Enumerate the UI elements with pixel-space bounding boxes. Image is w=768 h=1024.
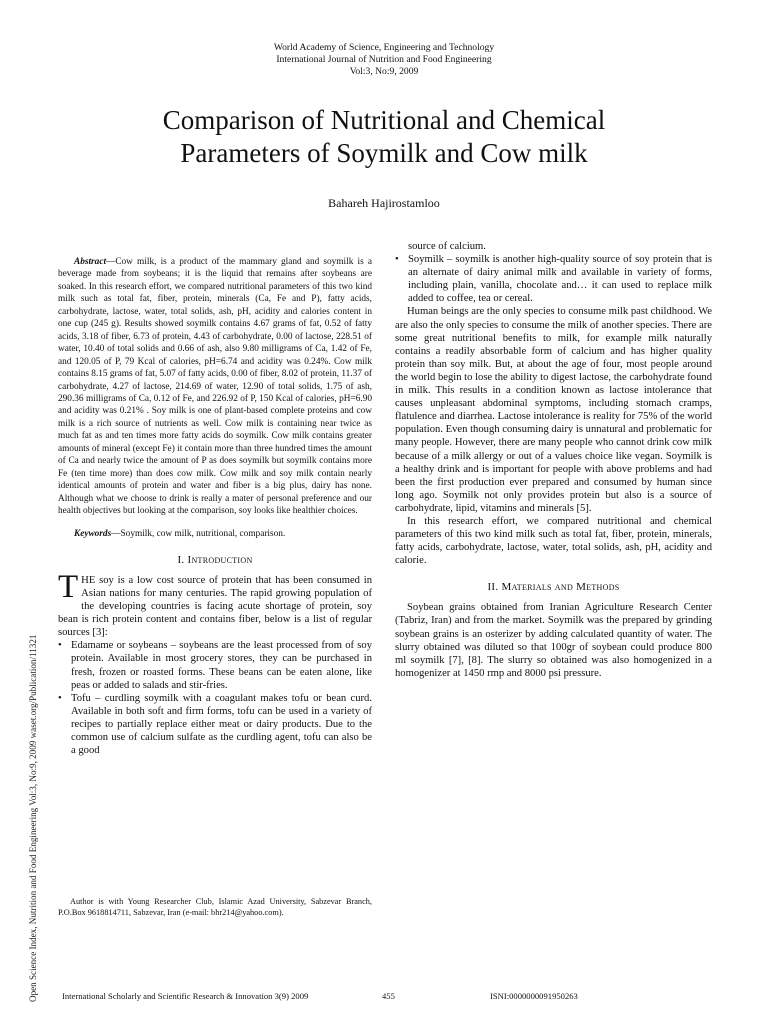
abstract bbox=[58, 256, 372, 518]
soymilk-list bbox=[395, 253, 712, 305]
journal-volume: Vol:3, No:9, 2009 bbox=[349, 66, 419, 77]
footer-publisher: International Scholarly and Scientific Research & Innovation 3(9) 2009 bbox=[62, 991, 309, 1001]
journal-header bbox=[0, 42, 768, 78]
list-item bbox=[58, 639, 372, 691]
title-line-2: Parameters of Soymilk and Cow milk bbox=[180, 138, 588, 168]
abstract-text: —Cow milk, is a product of the mammary gland and soymilk is a beverage made from soybeans; it is the liquid that remains after soybeans are soaked. In this research effort, we compared nutritional parameters of this two kind milk such as total fat, fiber, protein, minerals (Ca, Fe and P), fatty acids, carbohydrate, lactose, water, total solids, ash, pH, acidity and calories content in one cup (245 g). Results showed soymilk contains 4.67 grams of fat, 0.52 of fatty acids, 3.18 of fiber, 6.73 of protein, 4.43 of carbohydrate, 0.00 of lactose, 228.51 of water, 10.40 of total solids and 0.66 of ash, also 9.80 milligrams of Ca, 1.42 of Fe, and 120.05 of P, 79 Kcal of calories, pH=6.74 and acidity was 0.24%. Cow milk contains 8.15 grams of fat, 5.07 of fatty acids, 0.00 of fiber, 8.02 of protein, 11.37 of carbohydrate, 4.27 of lactose, 214.69 of water, 12.90 of total solids, 1.75 of ash, 290.36 milligrams of Ca, 0.12 of Fe, and 226.92 of P, 150 Kcal of calories, pH=6.90 and acidity was 0.21% . Soy milk is one of plant-based complete proteins and cow milk is a rich source of nutrients as well. Cow milk is containing near twice as much fat as and ten times more fatty acids do soymilk. Cow milk contains greater amounts of mineral (except Fe) it contain more than three hundred times the amount of Ca and nearly twice the amount of P as does soymilk but soymilk contains more Fe (ten time more) than does cow milk. Cow milk and soy milk contain nearly identical amounts of protein and water and fiber is a big plus, dairy has none. Although what we choose to drink is really a mater of personal preference and our health objectives but looking at the comparison, soy looks like healthier choices. bbox=[58, 257, 373, 517]
list-item bbox=[58, 692, 372, 757]
list-continuation: source of calcium. bbox=[408, 241, 486, 252]
intro-paragraph bbox=[58, 568, 372, 639]
paragraph-human-beings: Human beings are the only species to consume milk past childhood. We are also the only species to consume the milk of another species. There are some great nutritional benefits to milk, for example milk naturally contains a readily absorbable form of calcium and has higher quality protein than soy milk. But, at about the age of four, most people around the world begin to lose the ability to digest lactose, the carbohydrate found in milk. This results in a condition known as lactose intolerance that causes unpleasant abdominal symptoms, including stomach cramps, flatulence and diarrhea. Lactose intolerance is reality for 75% of the world population. Even though consuming dairy is unnatural and problematic for many people. However, there are many people who cannot drink cow milk because of a milk allergy or out of a values choice like vegan. Soymilk is a healthy drink and is important for people with above problems and had been the first production ever prepared and consumed by human since long ago. Soymilk not only provides protein but also is a source of carbohydrate, lipid, vitamins and minerals [5]. bbox=[395, 306, 712, 514]
list-item-text: Tofu – curdling soymilk with a coagulant makes tofu or bean curd. Available in both soft and firm forms, tofu can be used in a variety of recipes to partially replace either meat or dairy products. Due to the common use of calcium sulfate as the curdling agent, tofu can also be a good bbox=[71, 692, 372, 757]
bullet-icon: • bbox=[395, 254, 399, 266]
paragraph-research-effort: In this research effort, we compared nutritional and chemical parameters of this two kind milk such as total fat, fiber, protein, minerals, fatty acids, carbohydrate, lactose, water, total solids, ash, pH, acidity and calorie. bbox=[395, 515, 712, 567]
keywords bbox=[58, 528, 372, 540]
list-item bbox=[395, 253, 712, 305]
left-column bbox=[58, 240, 372, 757]
title-line-1: Comparison of Nutritional and Chemical bbox=[162, 105, 606, 135]
bullet-icon: • bbox=[58, 640, 62, 652]
intro-text: HE soy is a low cost source of protein that has been consumed in Asian nations for many centuries. The rapid growing population of the developing countries is facing acute shortage of protein, soy bean is rich protein content and contains fiber, below is a list of regular sources [3]: bbox=[58, 574, 372, 639]
section-heading-introduction: I. Introduction bbox=[177, 553, 253, 566]
footer-isni: ISNI:0000000091950263 bbox=[490, 991, 578, 1001]
keywords-text: —Soymilk, cow milk, nutritional, comparison. bbox=[111, 528, 286, 539]
paragraph-methods: Soybean grains obtained from Iranian Agriculture Research Center (Tabriz, Iran) and from the market. Soymilk was the prepared by grinding soybean grains is an osterizer by adding calculated quantity of water. The slurry obtained was diluted so that 100gr of soybean could produce 800 ml soymilk [7], [8]. The slurry so obtained was also homogenized in a homogenizer at 1450 rmp and 8000 psi pressure. bbox=[395, 602, 712, 679]
list-item-text: Edamame or soybeans – soybeans are the least processed from of soy protein. Available in most grocery stores, they can be purchased in fresh, frozen or roasted forms. These beans can be eaten alone, like peas or added to salads and stir-fries. bbox=[71, 640, 372, 691]
section-heading-materials: II. Materials and Methods bbox=[487, 581, 620, 594]
page-number: 455 bbox=[382, 991, 395, 1001]
side-citation-text: Open Science Index, Nutrition and Food Engineering Vol:3, No:9, 2009 waset.org/Publication/11321 bbox=[28, 634, 38, 1002]
bullet-icon: • bbox=[58, 692, 62, 704]
paper-title bbox=[60, 104, 708, 170]
author-footnote: Author is with Young Researcher Club, Islamic Azad University, Sabzevar Branch, P.O.Box 9618814711, Sabzevar, Iran (e-mail: bhr214@yahoo.com). bbox=[58, 897, 372, 917]
keywords-label: Keywords bbox=[74, 528, 112, 539]
sources-list bbox=[58, 639, 372, 757]
list-item-text: Soymilk – soymilk is another high-quality source of soy protein that is an alternate of dairy animal milk and available in variety of forms, including plain, vanilla, chocolate and… it can used to replace milk added to coffee, tea or cereal. bbox=[408, 254, 712, 305]
drop-cap: T bbox=[58, 568, 79, 605]
abstract-label: Abstract bbox=[74, 257, 107, 267]
author-name: Bahareh Hajirostamloo bbox=[328, 196, 440, 210]
right-column bbox=[395, 240, 712, 680]
journal-line-1: World Academy of Science, Engineering and Technology bbox=[273, 42, 495, 53]
journal-line-2: International Journal of Nutrition and Food Engineering bbox=[276, 54, 492, 65]
